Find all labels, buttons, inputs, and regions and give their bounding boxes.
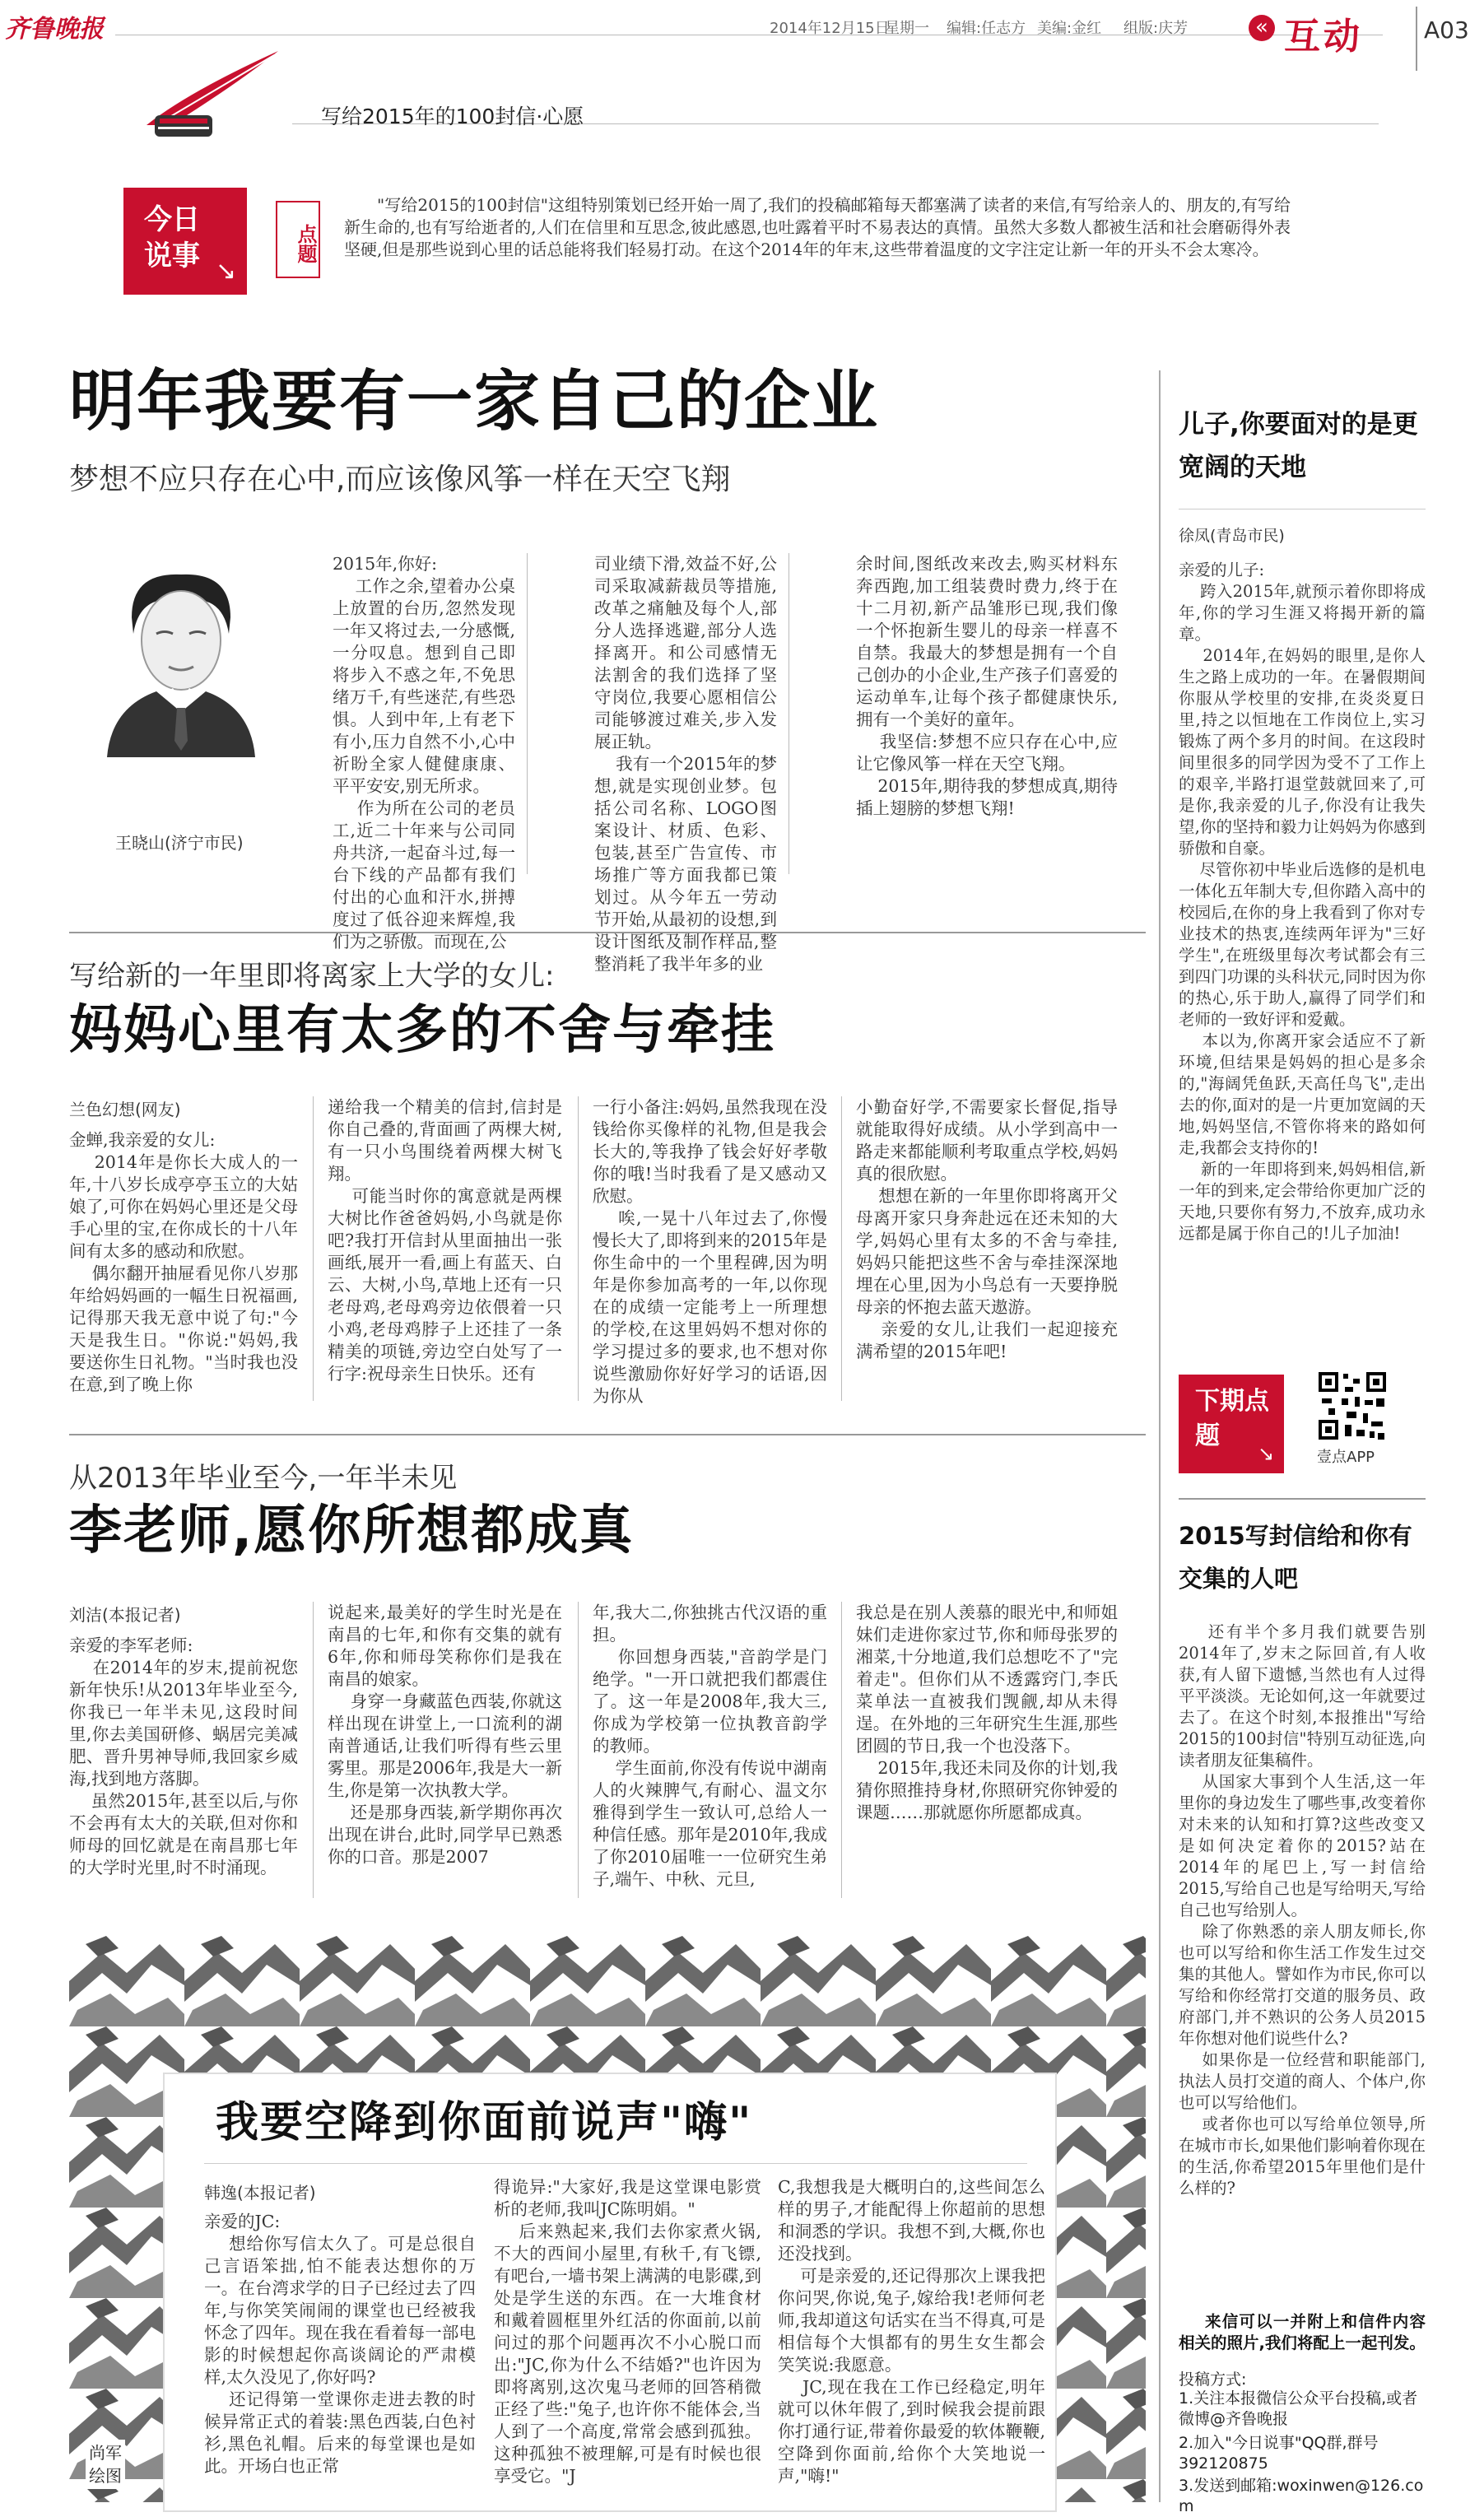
article1-column-3: 余时间,图纸改来改去,购买材料东奔西跑,加工组装费时费力,终于在十二月初,新产品雏形已现,我们像一个怀抱新生婴儿的母亲一样喜不自禁。我最大的梦想是拥有一个自己创办的小企业,生产孩子们喜爱的运动单车,让每个孩子都健康快乐,拥有一个美好的童年。 我坚信:梦想不应只存在心中,应让它像风筝一样在天空飞翔。 2015年,期待我的梦想成真,期待插上翅膀的梦想飞翔! [856,554,1118,818]
article2-divider-1 [313,1096,314,1401]
sidebar2-headline: 2015写封信给和你有交集的人吧 [1179,1522,1412,1593]
submission-title: 投稿方式: [1179,2370,1247,2389]
article2-column-3: 一行小备注:妈妈,虽然我现在没钱给你买像样的礼物,但是我会长大的,等我挣了钱会好好孝敬你的哦!当时我看了是又感动又欣慰。 唉,一晃十八年过去了,你慢慢长大了,即将到来的2015年是你生命中的一个里程碑,因为明年是你参加高考的一年,以你现在的成绩一定能考上一所理想的学校,在这里妈妈不想对你的学习提过多的要求,也不想对你说些激励你好好学习的话语,因为你从 [593,1097,827,1406]
sidebar1-headline: 儿子,你要面对的是更宽阔的天地 [1179,410,1418,482]
sidebar2-text: 还有半个多月我们就要告别2014年了,岁末之际回首,有人收获,有人留下遗憾,当然也有人过得平平淡淡。无论如何,这一年就要过去了。在这个时刻,本报推出"写给2015的100封信"特别互动征选,向读者朋友征集稿件。 从国家大事到个人生活,这一年里你的身边发生了哪些事,改变着你对未来的认知和打算?这些改变又是如何决定着你的2015?站在2014年的尾巴上,写一封信给2015,写给自己也是写给明天,写给自己也写给别人。 除了你熟悉的亲人朋友师长,你也可以写给和你生活工作发生过交集的其他人。譬如作为市民,你可以写给和你经常打交道的服务员、政府部门,并不熟识的公务人员2015年你想对他们说些什么? 如果你是一位经营和职能部门,执法人员打交道的商人、个体户,你也可以写给他们。 或者你也可以写给单位领导,所在城市市长,如果他们影响着你现在的生活,你希望2015年里他们是什么样的? [1179,1622,1426,2198]
article3-kicker: 从2013年毕业至今,一年半未见 [69,1462,458,1495]
series-tag: 心愿 [542,105,584,128]
article2-byline: 兰色幻想(网友) [69,1100,181,1119]
article4-column-2: 得诡异:"大家好,我是这堂课电影赏析的老师,我叫JC陈明娟。" 后来熟起来,我们去你家煮火锅,不大的西间小屋里,有秋千,有飞镖,有吧台,一墙书架上满满的电影碟,到处是学生送的东西。在一大堆食材和戴着圆框里外红活的你面前,以前问过的那个问题再次不小心脱口而出:"JC,你为什么不结婚?"也许因为即将离别,这次鬼马老师的回答稍微正经了些:"兔子,也许你不能体会,当人到了一个高度,常常会感到孤独。这种孤独不被理解,可是有时候也很享受它。"J [494,2177,761,2486]
masthead-editor: 编辑:任志方 [947,20,1026,37]
sidebar2-top-rule [1179,1498,1426,1500]
masthead-proofreader: 组版:庆芳 [1123,20,1189,37]
article3-column-2: 说起来,最美好的学生时光是在南昌的七年,和你有交集的就有6年,你和师母笑称你们是我在南昌的娘家。 身穿一身藏蓝色西装,你就这样出现在讲堂上,一口流利的湖南普通话,让我们听得有些云里雾里。那是2006年,我是大一新生,你是第一次执教大学。 还是那身西装,新学期你再次出现在讲台,此时,同学早已熟悉你的口音。那是2007 [328,1603,562,1867]
article3-column-3: 年,我大二,你独挑古代汉语的重担。 你回想身西装,"音韵学是门绝学。"一开口就把我们都震住了。这一年是2008年,我大三,你成为学校第一位执教音韵学的教师。 学生面前,你没有传说中湖南人的火辣脾气,有耐心、温文尔雅得到学生一致认可,总给人一种信任感。那年是2010年,我成了你2010届唯一一位研究生弟子,端午、中秋、元旦, [593,1603,827,1889]
submission-method-1[interactable]: 1.关注本报微信公众平台投稿,或者微博@齐鲁晚报 [1179,2389,1418,2428]
article3-column-1: 亲爱的李军老师: 在2014年的岁末,提前祝您新年快乐!从2013年毕业至今,你我已一年半未见,这段时间里,你去美国研修、蜗居完美减肥、晋升男神导师,我回家乡威海,找到地方落脚。 虽然2015年,甚至以后,与你不会再有太大的关联,但对你和师母的回忆就是在南昌那七年的大学时光里,时不时涌现。 [69,1635,299,1877]
article2-column-1: 金蝉,我亲爱的女儿: 2014年是你长大成人的一年,十八岁长成亭亭玉立的大姑娘了,可你在妈妈心里还是父母手心里的宝,在你成长的十八年间有太多的感动和欣慰。 偶尔翻开抽屉看见你八岁那年给妈妈画的一幅生日祝福画,记得那天我无意中说了句:"今天是我生日。"你说:"妈妈,我要送你生日礼物。"当时我也没在意,到了晚上你 [69,1130,298,1394]
masthead-date: 2014年12月15日 [770,20,890,37]
badge-arrow-icon: ↘ [216,257,237,286]
author-portrait [99,568,263,757]
next-issue-arrow-icon: ↘ [1258,1442,1275,1465]
article3-headline: 李老师,愿你所想都成真 [69,1500,635,1561]
intro-text: "写给2015的100封信"这组特别策划已经开始一周了,我们的投稿邮箱每天都塞满了读者的来信,有写给亲人的、朋友的,有写给新生命的,也有写给逝者的,人们在信里和互思念,彼此感恩,也吐露着平时不易表达的真情。虽然大多数人都被生活和社会磨砺得外表坚硬,但是那些说到心里的话总能将我们轻易打动。在这个2014年的年末,这些带着温度的文字注定让新一年的开头不会太寒冷。 [344,195,1291,259]
sidebar1-byline: 徐凤(青岛市民) [1179,527,1285,545]
submission-method-3[interactable]: 3.发送到邮箱:woxinwen@126.com [1179,2477,1424,2515]
sidebar-divider [1159,370,1161,2502]
section-marker-icon: « [1249,15,1275,41]
article1-subhead: 梦想不应只存在心中,而应该像风筝一样在天空飞翔 [69,463,731,496]
topic-tag: 点题 [276,201,320,278]
sidebar2-call: 来信可以一并附上和信件内容相关的照片,我们将配上一起刊发。 [1179,2312,1426,2352]
series-title-dot: · [536,105,543,128]
article1-author-caption: 王晓山(济宁市民) [115,833,244,853]
article1-headline: 明年我要有一家自己的企业 [69,363,879,440]
illustration-credit: 尚军 绘图 [86,2440,125,2489]
article2-column-2: 递给我一个精美的信封,信封是你自己叠的,背面画了两棵大树,有一只小鸟围绕着两棵大树飞翔。 可能当时你的寓意就是两棵大树比作爸爸妈妈,小鸟就是你吧?我打开信封从里面抽出一张画纸,展开一看,画上有蓝天、白云、大树,小鸟,草地上还有一只老母鸡,老母鸡旁边依偎着一只小鸡,老母鸡脖子上还挂了一条精美的项链,旁边空白处写了一行字:祝母亲生日快乐。还有 [328,1097,562,1384]
article2-column-4: 小勤奋好学,不需要家长督促,指导就能取得好成绩。从小学到高中一路走来都能顺利考取重点学校,妈妈真的很欣慰。 想想在新的一年里你即将离开父母离开家只身奔赴远在还未知的大学,妈妈心里有太多的不舍与牵挂,妈妈只能把这些不舍与牵挂深深地埋在心里,因为小鸟总有一天要挣脱母亲的怀抱去蓝天遨游。 亲爱的女儿,让我们一起迎接充满希望的2015年吧! [856,1097,1118,1361]
article2-bottom-rule [69,1434,1146,1435]
article1-column-2: 司业绩下滑,效益不好,公司采取减薪裁员等措施,改革之痛触及每个人,部分人选择逃避,部分人选择离开。和公司感情无法割舍的我们选择了坚守岗位,我要心愿相信公司能够渡过难关,步入发展正轨。 我有一个2015年的梦想,就是实现创业梦。包括公司名称、LOGO图案设计、材质、色彩、包装,甚至广告宣传、市场推广等方面我都已策划过。从今年五一劳动节开始,从最初的设想,到设计图纸及制作样品,整整消耗了我半年多的业 [594,554,778,974]
article3-divider-1 [313,1602,314,1898]
page-code-divider [1416,7,1417,71]
article3-column-4: 我总是在别人羡慕的眼光中,和师姐妹们走进你家过节,你和师母张罗的湘菜,十分地道,我们总想吃不了"完着走"。但你们从不透露窍门,李氏菜单法一直被我们觊觎,却从未得逞。在外地的三年研究生生涯,那些团圆的节日,我一个也没落下。 2015年,我还未同及你的计划,我猜你照推持身材,你照研究你钟爱的课题……那就愿你所愿都成真。 [856,1603,1118,1822]
article3-byline: 刘洁(本报记者) [69,1605,181,1625]
series-title-text: 写给2015年的100封信 [321,105,537,128]
masthead-art-editor: 美编:金红 [1037,20,1102,37]
article3-divider-2 [578,1602,579,1898]
article2-kicker: 写给新的一年里即将离家上大学的女儿: [69,960,555,993]
series-title [321,100,584,130]
article4-headline-rule [204,2163,1027,2164]
article2-headline: 妈妈心里有太多的不舍与牵挂 [69,1000,775,1061]
article4-column-1: 亲爱的JC: 想给你写信太久了。可是总很自己言语笨拙,怕不能表达想你的万一。在台湾求学的日子已经过去了四年,与你笑笑闹闹的课堂也已经被我怀念了四年。现在我在看着每一部电影的时候想起你高谈阔论的严肃模样,太久没见了,你好吗? 还记得第一堂课你走进去教的时候异常正式的着装:黑色西装,白色衬衫,黑色礼帽。后来的每堂课也是如此。开场白也正常 [204,2212,477,2476]
article3-divider-3 [841,1602,842,1898]
today-topic-label: 今日说事 [144,203,200,272]
article4-headline: 我要空降到你面前说声"嗨" [216,2098,753,2147]
article2-divider-2 [578,1096,579,1401]
next-issue-label: 下期点题 [1195,1387,1269,1450]
masthead-weekday: 星期一 [885,20,929,37]
sidebar1-text: 亲爱的儿子: 跨入2015年,就预示着你即将成年,你的学习生涯又将揭开新的篇章。 2014年,在妈妈的眼里,是你人生之路上成功的一年。在暑假期间你服从学校里的安排,在炎炎夏日里,持之以恒地在工作岗位上,实习锻炼了两个多月的时间。在这段时间里很多的同学因为受不了工作上的艰辛,半路打退堂鼓就回来了,可是你,我亲爱的儿子,你没有让我失望,你的坚持和毅力让妈妈为你感到骄傲和自豪。 尽管你初中毕业后选修的是机电一体化五年制大专,但你踏入高中的校园后,在你的身上我看到了你对专业技术的热衷,连续两年评为"三好学生",在班级里每次考试都会有三到四门功课的头科状元,同时因为你的热心,乐于助人,赢得了同学们和老师的一致好评和爱戴。 本以为,你离开家会适应不了新环境,但结果是妈妈的担心是多余的,"海阔凭鱼跃,天高任鸟飞",走出去的你,面对的是一片更加宽阔的天地,妈妈坚信,不管你将来的路如何走,我都会支持你的! 新的一年即将到来,妈妈相信,新一年的到来,定会带给你更加广泛的天地,只要你有努力,不放弃,成功永远都是属于你自己的!儿子加油! [1179,561,1426,1243]
article4-column-3: C,我想我是大概明白的,这些间怎么样的男子,才能配得上你超前的思想和洞悉的学识。我想不到,大概,你也还没找到。 可是亲爱的,还记得那次上课我把你问哭,你说,兔子,嫁给我!老师何老师,我却道这句话实在当不得真,可是相信每个大惧都有的男生女生都会笑笑说:我愿意。 JC,现在我在工作已经稳定,明年就可以休年假了,到时候我会提前跟你打通行证,带着你最爱的软体鞭鞭,空降到你面前,给你个大笑地说一声,"嗨!" [778,2177,1046,2486]
newspaper-logo: 齐鲁晚报 [5,15,104,44]
qr-caption: 壹点APP [1317,1449,1375,1466]
qr-code[interactable] [1317,1370,1388,1441]
article1-divider-1 [527,553,528,874]
section-title: 互动 [1284,16,1363,58]
article1-bottom-rule [69,932,1146,933]
article2-divider-3 [841,1096,842,1401]
quill-ink-icon [138,43,286,142]
page-code: A03 [1424,16,1469,44]
submission-method-2[interactable]: 2.加入"今日说事"QQ群,群号392120875 [1179,2434,1379,2473]
article4-byline: 韩逸(本报记者) [204,2183,316,2203]
article1-column-1: 2015年,你好: 工作之余,望着办公桌上放置的台历,忽然发现一年又将过去,一分感慨,一分叹息。想到自己即将步入不惑之年,不免思绪万千,有些迷茫,有些恐惧。人到中年,上有老下有小,压力自然不小,心中祈盼全家人健健康康、平平安安,别无所求。 作为所在公司的老员工,近二十年来与公司同舟共济,一起奋斗过,每一台下线的产品都有我们付出的心血和汗水,拼搏度过了低谷迎来辉煌,我们为之骄傲。而现在,公 [333,554,515,951]
